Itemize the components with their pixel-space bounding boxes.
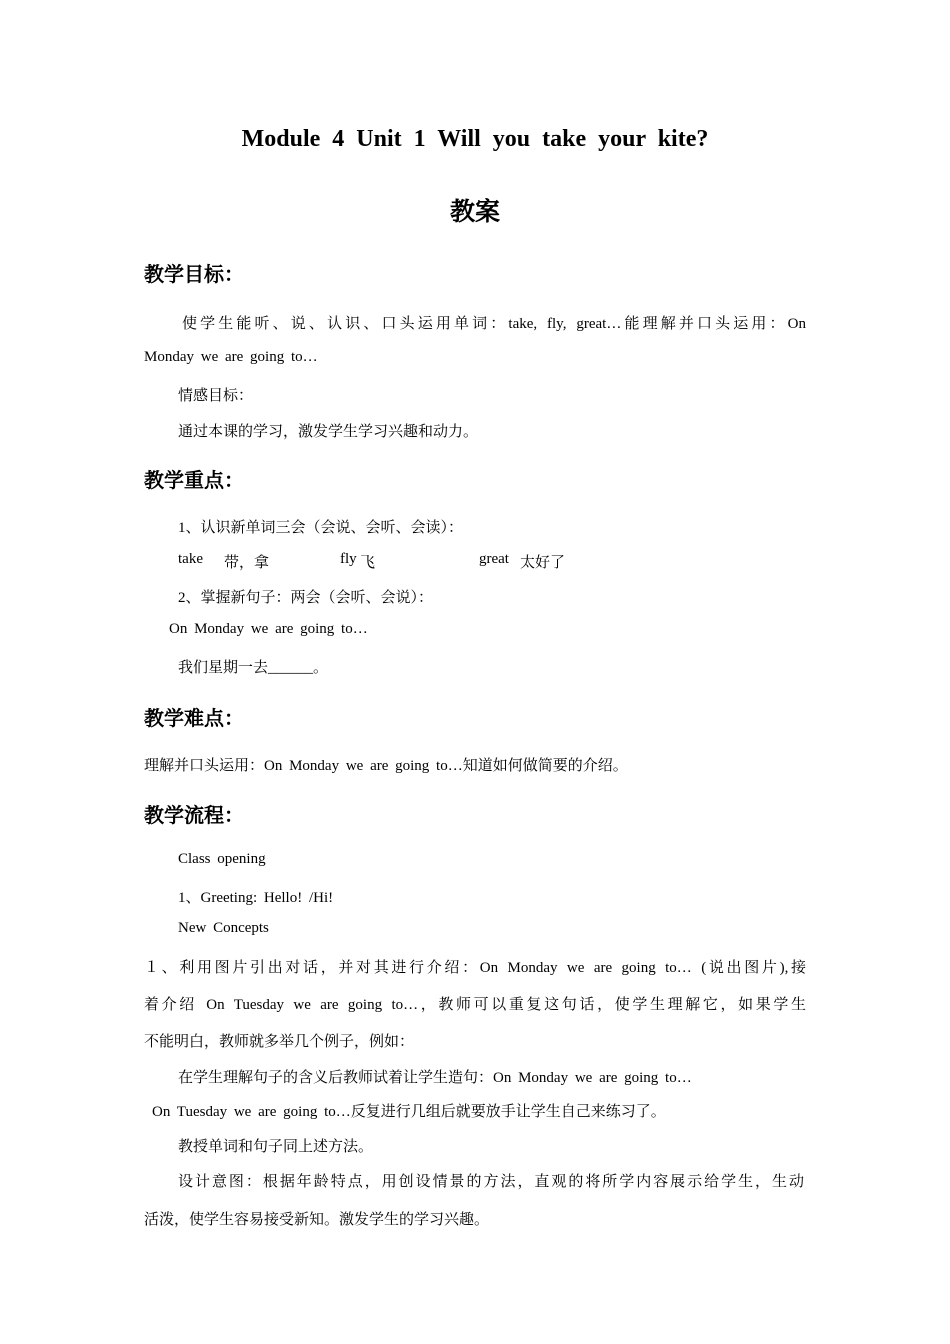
vocab-meaning-fly: 飞: [360, 555, 376, 571]
objectives-paragraph-line2: Monday we are going to…: [144, 349, 318, 365]
heading-key-points: 教学重点：: [144, 468, 244, 492]
process-paragraph4-line1: 设计意图：根据年龄特点，用创设情景的方法，直观的将所学内容展示给学生，生动: [178, 1174, 804, 1190]
objectives-paragraph-line1: 使学生能听、说、认识、口头运用单词：take, fly, great…能理解并口头运用：On: [182, 316, 806, 332]
heading-difficulties: 教学难点：: [144, 706, 244, 730]
process-paragraph2-line2: On Tuesday we are going to…反复进行几组后就要放手让学生自己来练习了。: [152, 1104, 666, 1120]
process-paragraph4-line2: 活泼，使学生容易接受新知。激发学生的学习兴趣。: [144, 1212, 490, 1228]
process-paragraph3: 教授单词和句子同上述方法。: [178, 1139, 374, 1155]
document-subtitle: 教案: [449, 197, 500, 226]
heading-process: 教学流程：: [144, 803, 244, 827]
difficulties-text: 理解并口头运用：On Monday we are going to…知道如何做简要的介绍。: [144, 758, 628, 774]
heading-objectives: 教学目标：: [144, 262, 244, 286]
vocab-word-take: take: [178, 551, 203, 567]
document-title: Module 4 Unit 1 Will you take your kite?: [241, 126, 709, 152]
vocab-meaning-take: 带，拿: [224, 555, 270, 571]
vocab-meaning-great: 太好了: [520, 555, 566, 571]
emotion-objective-text: 通过本课的学习，激发学生学习兴趣和动力。: [178, 424, 479, 440]
process-paragraph1-line1: １、利用图片引出对话，并对其进行介绍：On Monday we are going to… (说出图片),接: [144, 960, 806, 976]
emotion-objective-label: 情感目标：: [178, 388, 254, 404]
key-sentence-english: On Monday we are going to…: [169, 621, 368, 637]
key-sentence-chinese: 我们星期一去______。: [178, 660, 329, 676]
key-point-item-1: 1、认识新单词三会（会说、会听、会读）：: [178, 520, 464, 536]
process-class-opening: Class opening: [178, 851, 266, 867]
process-paragraph1-line2: 着介绍 On Tuesday we are going to…，教师可以重复这句话，使学生理解它，如果学生: [144, 997, 806, 1013]
process-new-concepts: New Concepts: [178, 920, 269, 936]
process-paragraph2-line1: 在学生理解句子的含义后教师试着让学生造句：On Monday we are going to…: [178, 1070, 692, 1086]
process-greeting: 1、Greeting: Hello! /Hi!: [178, 890, 334, 906]
vocab-word-great: great: [479, 551, 509, 567]
process-paragraph1-line3: 不能明白，教师就多举几个例子，例如：: [144, 1034, 415, 1050]
key-point-item-2: 2、掌握新句子：两会（会听、会说）：: [178, 590, 434, 606]
vocab-word-fly: fly: [340, 551, 357, 567]
